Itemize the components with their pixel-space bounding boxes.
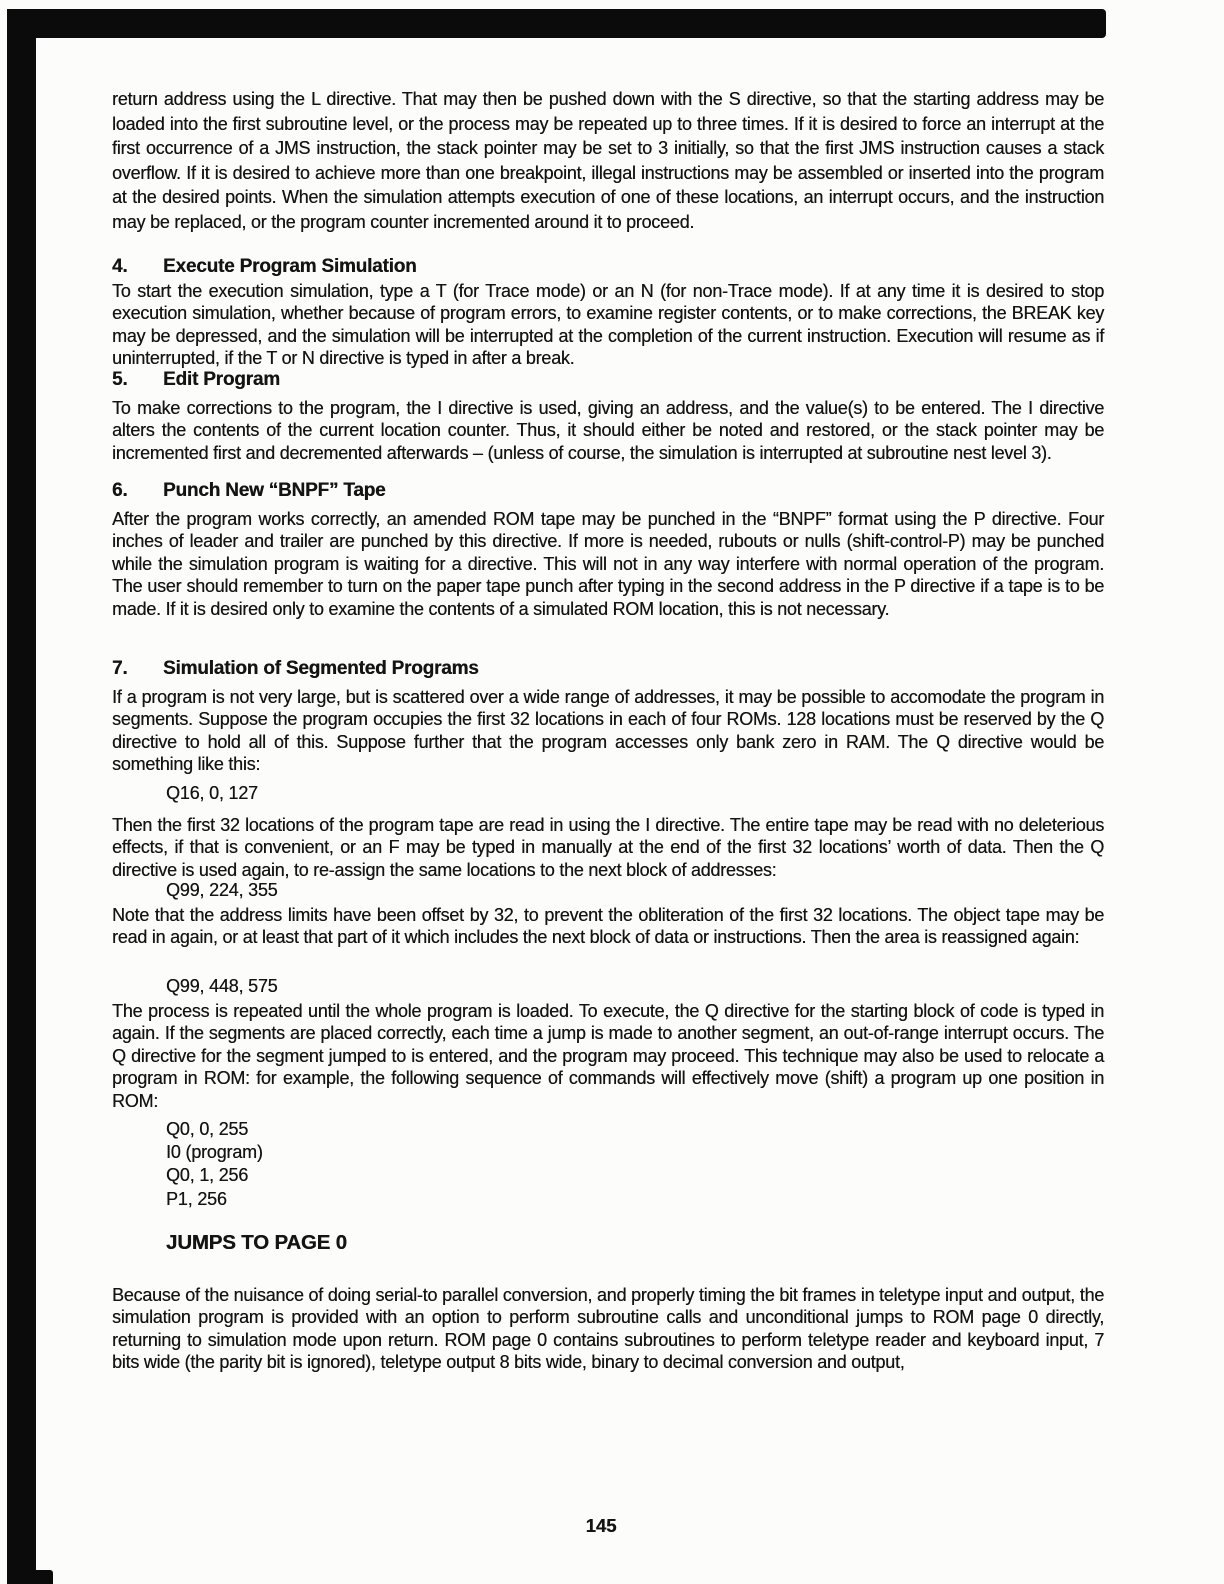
code-line-4: P1, 256 <box>166 1188 227 1209</box>
scan-artifact-bottom-foot <box>7 1570 53 1584</box>
code-line-2: I0 (program) <box>166 1142 263 1163</box>
scan-artifact-top-bar <box>7 9 1106 38</box>
jumps-paragraph: Because of the nuisance of doing serial-to parallel conversion, and properly timing the bit frames in teletype input and output, the simulation program is provided with an option to perform subroutine calls and unconditional jumps to ROM page 0 directly, returning to simulation mode upon return. ROM page 0 contains subroutines to perform teletype reader and keyboard input, 7 bits wide (the parity bit is ignored), teletype output 8 bits wide, binary to decimal conversion and output, <box>112 1285 1104 1373</box>
section-4-title: Execute Program Simulation <box>163 256 417 277</box>
section-6-paragraph: After the program works correctly, an amended ROM tape may be punched in the “BNPF” format using the P directive. Four inches of leader and trailer are punched by this directive. If more is needed, rubouts or nulls (shift-control-P) may be punched while the simulation program is waiting for a directive. This will not in any way interfere with normal operation of the program. The user should remember to turn on the paper tape punch after typing in the second address in the P directive if a tape is to be made. If it is desired only to examine the contents of a simulated ROM location, this is not necessary. <box>112 509 1104 619</box>
code-sequence-block <box>166 1118 263 1211</box>
code-line-1: Q0, 0, 255 <box>166 1119 249 1139</box>
section-4-paragraph: To start the execution simulation, type a T (for Trace mode) or an N (for non-Trace mode). If at any time it is desired to stop execution simulation, whether because of program errors, to examine register contents, or to make corrections, the BREAK key may be depressed, and the simulation will be interrupted at the completion of the current instruction. Execution will resume as if uninterrupted, if the T or N directive is typed in after a break. <box>112 281 1104 369</box>
section-6-heading <box>112 480 1104 502</box>
section-6-number: 6. <box>112 480 128 501</box>
code-directive-q16: Q16, 0, 127 <box>166 783 258 803</box>
section-7-number: 7. <box>112 658 128 679</box>
section-7-title: Simulation of Segmented Programs <box>163 658 479 679</box>
section-5-paragraph: To make corrections to the program, the I directive is used, giving an address, and the value(s) to be entered. The I directive alters the contents of the current location counter. Thus, it should either be noted and restored, or the stack pointer may be incremented first and decremented afterwards – (unless of course, the simulation is interrupted at subroutine nest level 3). <box>112 398 1104 463</box>
section-7-paragraph-1: If a program is not very large, but is scattered over a wide range of addresses, it may be possible to accomodate the program in segments. Suppose the program occupies the first 32 locations in each of four ROMs. 128 locations must be reserved by the Q directive to hold all of this. Suppose further that the program accesses only bank zero in RAM. The Q directive would be something like this: <box>112 687 1104 775</box>
page-number: 145 <box>585 1515 617 1536</box>
section-4-heading <box>112 256 1104 278</box>
section-7-paragraph-4: The process is repeated until the whole program is loaded. To execute, the Q directive for the starting block of code is typed in again. If the segments are placed correctly, each time a jump is made to another segment, an out-of-range interrupt occurs. The Q directive for the segment jumped to is entered, and the program may proceed. This technique may also be used to relocate a program in ROM: for example, the following sequence of commands will effectively move (shift) a program up one position in ROM: <box>112 1001 1104 1111</box>
section-7-heading <box>112 658 1104 680</box>
section-4-number: 4. <box>112 256 128 277</box>
code-line-3: Q0, 1, 256 <box>166 1165 249 1186</box>
section-5-heading <box>112 369 1104 391</box>
section-7-paragraph-3: Note that the address limits have been offset by 32, to prevent the obliteration of the first 32 locations. The object tape may be read in again, or at least that part of it which includes the next block of data or instructions. Then the area is reassigned again: <box>112 905 1104 948</box>
section-5-number: 5. <box>112 369 128 390</box>
code-directive-q99-a: Q99, 224, 355 <box>166 880 278 900</box>
intro-paragraph: return address using the L directive. That may then be pushed down with the S directive, so that the starting address may be loaded into the first subroutine level, or the process may be repeated up to three times. If it is desired to force an interrupt at the first occurrence of a JMS instruction, the stack pointer may be set to 3 initially, so that the first JMS instruction causes a stack overflow. If it is desired to achieve more than one breakpoint, illegal instructions may be assembled or inserted into the program at the desired points. When the simulation attempts execution of one of these locations, an interrupt occurs, and the instruction may be replaced, or the program counter incremented around it to proceed. <box>112 89 1104 232</box>
section-5-title: Edit Program <box>163 369 280 390</box>
jumps-to-page-0-heading: JUMPS TO PAGE 0 <box>166 1231 347 1254</box>
code-directive-q99-b: Q99, 448, 575 <box>166 976 278 996</box>
section-6-title: Punch New “BNPF” Tape <box>163 480 386 501</box>
scan-artifact-left-bar <box>7 9 36 1584</box>
section-7-paragraph-2: Then the first 32 locations of the program tape are read in using the I directive. The entire tape may be read with no deleterious effects, if that is convenient, or an F may be typed in manually at the end of the first 32 locations’ worth of data. Then the Q directive is used again, to re-assign the same locations to the next block of addresses: <box>112 815 1104 880</box>
